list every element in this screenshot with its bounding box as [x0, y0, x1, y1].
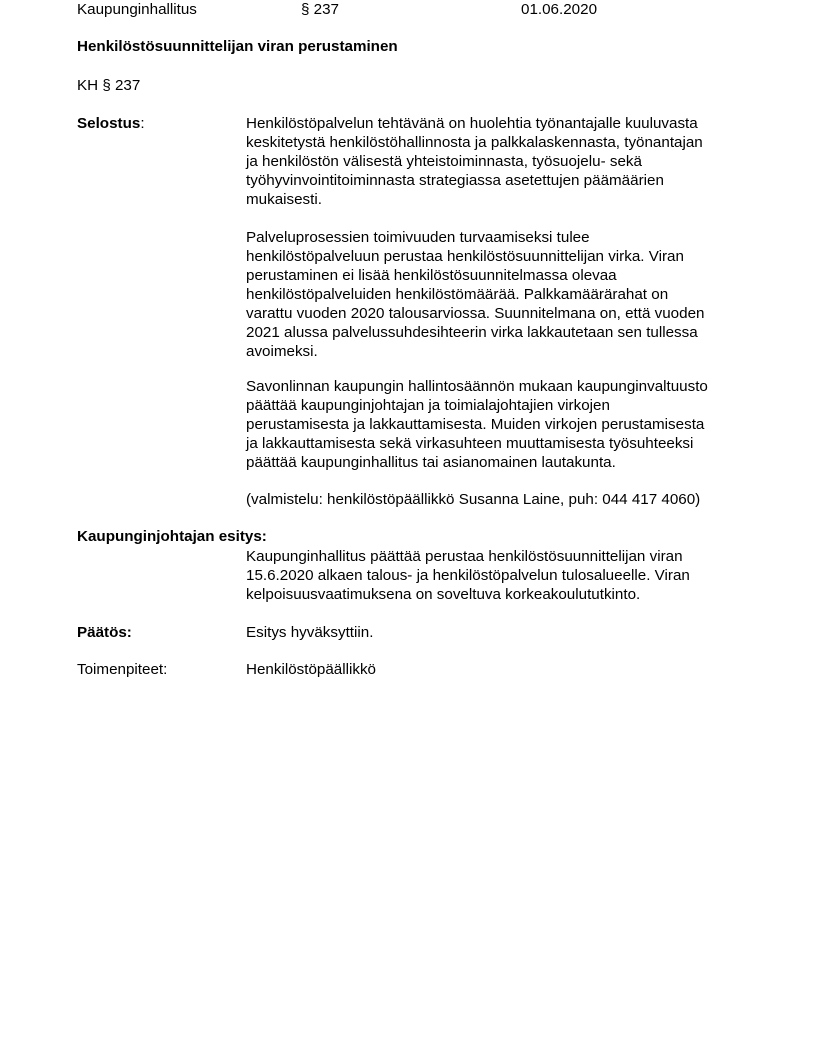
paragraph-line: mukaisesti.: [246, 191, 322, 208]
selostus-paragraph-3: [246, 377, 746, 472]
paragraph-line: varattu vuoden 2020 talousarviossa. Suunnitelmana on, että vuoden: [246, 305, 705, 322]
paragraph-line: henkilöstöpalveluun perustaa henkilöstösuunnittelijan virka. Viran: [246, 248, 684, 265]
paragraph-line: perustaminen ei lisää henkilöstösuunnitelmassa olevaa: [246, 267, 617, 284]
paragraph-line: avoimeksi.: [246, 343, 318, 360]
paragraph-line: ja lakkauttamisesta sekä virkasuhteen muuttamisesta työsuhteeksi: [246, 435, 694, 452]
paragraph-line: Palveluprosessien toimivuuden turvaamiseksi tulee: [246, 229, 590, 246]
paragraph-line: Kaupunginhallitus päättää perustaa henkilöstösuunnittelijan viran: [246, 548, 683, 565]
paatos-text: Esitys hyväksyttiin.: [246, 624, 374, 641]
selostus-label-suffix: :: [140, 115, 145, 132]
paragraph-line: (valmistelu: henkilöstöpäällikkö Susanna Laine, puh: 044 417 4060): [246, 491, 701, 508]
selostus-paragraph-2: [246, 228, 746, 361]
document-title: Henkilöstösuunnittelijan viran perustaminen: [77, 38, 398, 55]
paragraph-line: henkilöstöpalveluiden henkilöstömäärää. Palkkamäärärahat on: [246, 286, 669, 303]
paragraph-line: 15.6.2020 alkaen talous- ja henkilöstöpalvelun tulosalueelle. Viran: [246, 567, 690, 584]
paragraph-line: työhyvinvointitoiminnasta strategiassa asetettujen päämäärien: [246, 172, 664, 189]
selostus-paragraph-1: [246, 114, 746, 209]
header-date: 01.06.2020: [521, 1, 598, 18]
selostus-label: [77, 115, 145, 132]
paragraph-line: päättää kaupunginjohtajan ja toimialajohtajien virkojen: [246, 397, 610, 414]
toimenpiteet-label: Toimenpiteet:: [77, 661, 168, 678]
header-section-number: § 237: [301, 1, 340, 18]
paragraph-line: päättää kaupunginhallitus tai asianomainen lautakunta.: [246, 454, 616, 471]
reference-number: KH § 237: [77, 77, 141, 94]
paragraph-line: perustamisesta ja lakkauttamisesta. Muiden virkojen perustamisesta: [246, 416, 705, 433]
paragraph-line: kelpoisuusvaatimuksena on soveltuva korkeakoulututkinto.: [246, 586, 641, 603]
paragraph-line: Henkilöstöpalvelun tehtävänä on huolehtia työnantajalle kuuluvasta: [246, 115, 698, 132]
paragraph-line: keskitetystä henkilöstöhallinnosta ja palkkalaskennasta, työnantajan: [246, 134, 703, 151]
paragraph-line: 2021 alussa palvelussuhdesihteerin virka lakkautetaan sen tullessa: [246, 324, 698, 341]
esitys-label: Kaupunginjohtajan esitys:: [77, 528, 267, 545]
toimenpiteet-text: Henkilöstöpäällikkö: [246, 661, 377, 678]
paragraph-line: ja henkilöstön välisestä yhteistoiminnasta, työsuojelu- sekä: [246, 153, 642, 170]
selostus-paragraph-4: [246, 490, 746, 509]
header-body-name: Kaupunginhallitus: [77, 1, 197, 18]
esitys-paragraph: [246, 547, 746, 604]
selostus-label-text: Selostus: [77, 115, 141, 132]
paragraph-line: Savonlinnan kaupungin hallintosäännön mukaan kaupunginvaltuusto: [246, 378, 708, 395]
paatos-label: Päätös:: [77, 624, 132, 641]
